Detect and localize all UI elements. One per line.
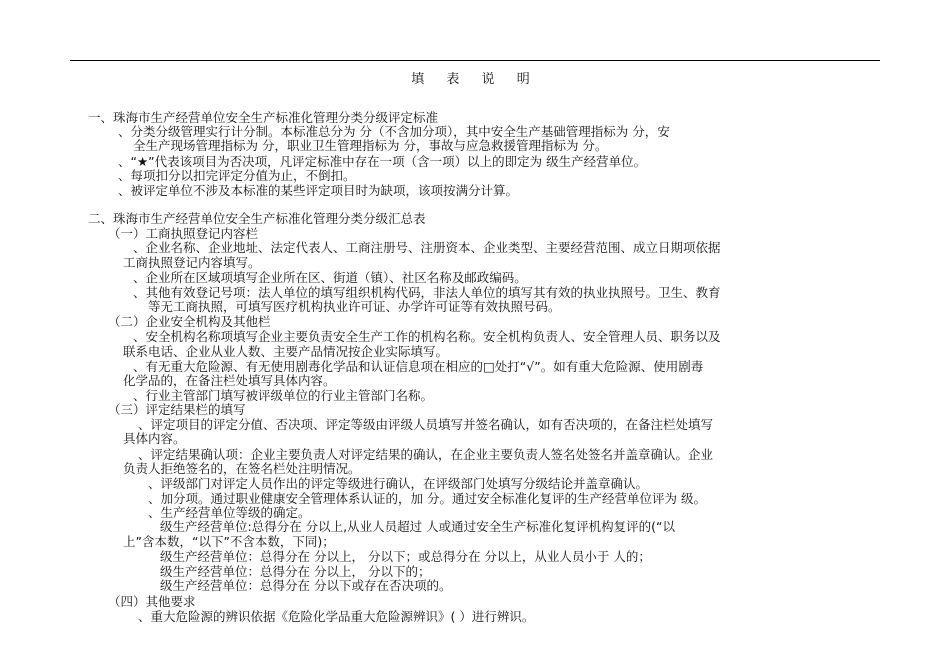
text-line: 、安全机构名称项填写企业主要负责安全生产工作的机构名称。安全机构负责人、安全管理人员、职务以及 bbox=[133, 329, 721, 344]
text-line: 、分类分级管理实行计分制。本标准总分为 分（不含加分项），其中安全生产基础管理指标为 分，安 bbox=[118, 124, 670, 139]
text-line: 、行业主管部门填写被评级单位的行业主管部门名称。 bbox=[133, 388, 434, 403]
text-line: 级生产经营单位：总得分在 分以下或存在否决项的。 bbox=[160, 578, 452, 593]
subsection-heading: （一）工商执照登记内容栏 bbox=[108, 226, 259, 241]
text-line: 、企业名称、企业地址、法定代表人、工商注册号、注册资本、企业类型、主要经营范围、成立日期项依据 bbox=[133, 240, 721, 255]
text-line: 、其他有效登记号项：法人单位的填写组织机构代码，非法人单位的填写其有效的执业执照号。卫生、教育 bbox=[133, 285, 721, 300]
subsection-heading: （四）其他要求 bbox=[108, 594, 196, 609]
text-line: 等无工商执照，可填写医疗机构执业许可证、办学许可证等有效执照号码。 bbox=[148, 299, 561, 314]
text-line: 、重大危险源的辨识依据《危险化学品重大危险源辨识》( ）进行辨识。 bbox=[138, 609, 535, 624]
text-line: 级生产经营单位：总得分在 分以上， 分以下的； bbox=[160, 564, 431, 579]
text-line: 负责人拒绝签名的，在签名栏处注明情况。 bbox=[123, 461, 361, 476]
text-line: 工商执照登记内容填写。 bbox=[123, 255, 261, 270]
section-heading: 二、珠海市生产经营单位安全生产标准化管理分类分级汇总表 bbox=[88, 211, 426, 226]
text-line: 联系电话、企业从业人数、主要产品情况按企业实际填写。 bbox=[123, 344, 449, 359]
text-line: 上”含本数，“以下”不含本数，下同)； bbox=[123, 534, 335, 549]
text-line: 、企业所在区域项填写企业所在区、街道（镇）、社区名称及邮政编码。 bbox=[133, 270, 527, 285]
text-line: 、有无重大危险源、有无使用剧毒化学品和认证信息项在相应的□处打“√”。如有重大危险源、使用剧毒 bbox=[133, 359, 704, 374]
text-line: 、被评定单位不涉及本标准的某些评定项目时为缺项，该项按满分计算。 bbox=[118, 183, 519, 198]
text-line: 化学品的，在备注栏处填写具体内容。 bbox=[123, 373, 336, 388]
text-line: 、评定项目的评定分值、否决项、评定等级由评级人员填写并签名确认，如有否决项的，在备注栏处填写 bbox=[138, 417, 714, 432]
text-line: 、生产经营单位等级的确定。 bbox=[148, 505, 311, 520]
subsection-heading: （二）企业安全机构及其他栏 bbox=[108, 314, 271, 329]
text-line: 具体内容。 bbox=[123, 431, 186, 446]
text-line: 、加分项。通过职业健康安全管理体系认证的，加 分。通过安全标准化复评的生产经营单位评为 级。 bbox=[148, 491, 706, 506]
text-line: 级生产经营单位:总得分在 分以上,从业人员超过 人或通过安全生产标准化复评机构复评的(“以 bbox=[160, 519, 675, 534]
text-line: 、“★”代表该项目为否决项，凡评定标准中存在一项（含一项）以上的即定为 级生产经营单位。 bbox=[118, 154, 647, 169]
text-line: 、评定结果确认项：企业主要负责人对评定结果的确认，在企业主要负责人签名处签名并盖章确认。企业 bbox=[138, 447, 714, 462]
text-line: 、每项扣分以扣完评定分值为止，不倒扣。 bbox=[118, 168, 356, 183]
text-line: 全生产现场管理指标为 分，职业卫生管理指标为 分，事故与应急救援管理指标为 分。 bbox=[133, 138, 608, 153]
subsection-heading: （三）评定结果栏的填写 bbox=[108, 402, 246, 417]
page-title: 填 表 说 明 bbox=[411, 72, 539, 87]
top-rule bbox=[70, 60, 880, 61]
section-heading: 一、珠海市生产经营单位安全生产标准化管理分类分级评定标准 bbox=[88, 110, 439, 125]
text-line: 级生产经营单位：总得分在 分以上， 分以下；或总得分在 分以上，从业人员小于 人的； bbox=[160, 549, 651, 564]
text-line: 、评级部门对评定人员作出的评定等级进行确认，在评级部门处填写分级结论并盖章确认。 bbox=[148, 476, 649, 491]
